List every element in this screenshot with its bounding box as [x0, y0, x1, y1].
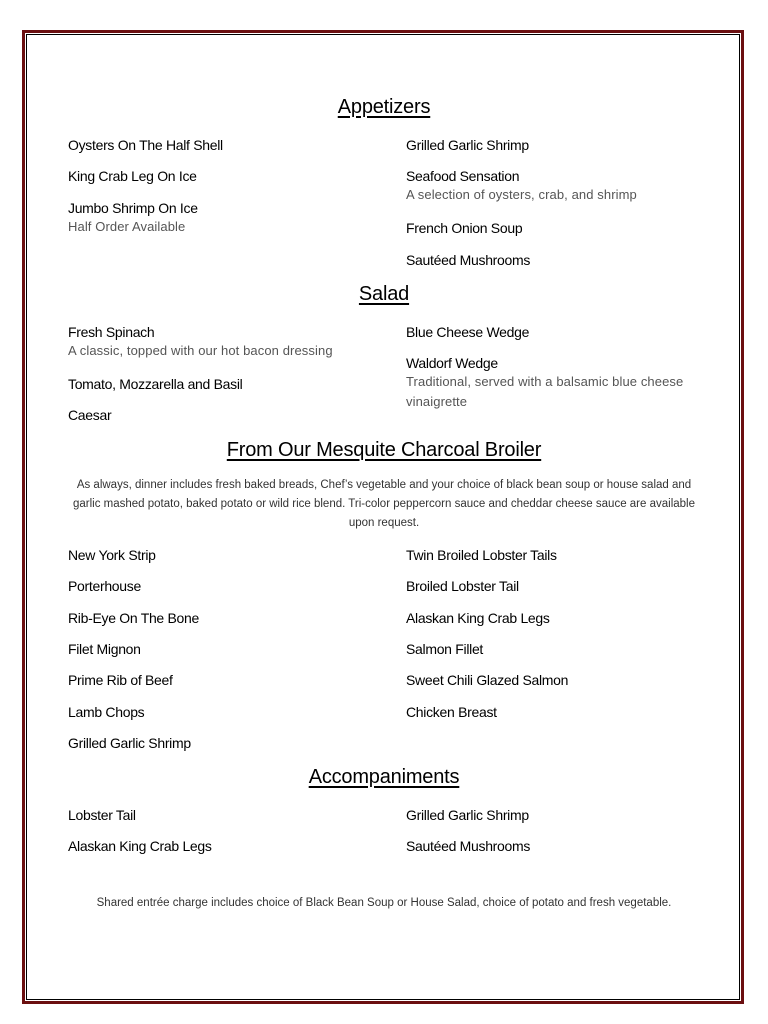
menu-item	[406, 609, 736, 627]
menu-item	[68, 577, 398, 595]
menu-item	[68, 734, 398, 752]
item-description: A classic, topped with our hot bacon dressing	[68, 343, 333, 358]
menu-item	[406, 640, 736, 658]
item-name: Grilled Garlic Shrimp	[406, 807, 529, 823]
menu-item	[406, 167, 736, 205]
appetizers-heading: Appetizers	[337, 96, 431, 118]
item-name: Chicken Breast	[406, 704, 497, 720]
item-name: Caesar	[68, 407, 112, 423]
menu-item	[406, 354, 736, 412]
item-name: Sweet Chili Glazed Salmon	[406, 672, 569, 688]
menu-item	[68, 609, 398, 627]
item-name: Sautéed Mushrooms	[406, 838, 531, 854]
menu-item	[68, 167, 398, 185]
item-name: Porterhouse	[68, 578, 141, 594]
menu-item	[406, 577, 736, 595]
menu-item	[406, 323, 736, 341]
accompaniments-heading: Accompaniments	[308, 766, 460, 788]
item-name: Fresh Spinach	[68, 324, 155, 340]
item-name: Waldorf Wedge	[406, 355, 498, 371]
item-name: Twin Broiled Lobster Tails	[406, 547, 557, 563]
menu-item	[68, 703, 398, 721]
item-name: French Onion Soup	[406, 220, 523, 236]
item-name: Filet Mignon	[68, 641, 141, 657]
menu-item	[406, 546, 736, 564]
item-description: Half Order Available	[68, 219, 186, 234]
menu-item	[406, 251, 736, 269]
item-name: Broiled Lobster Tail	[406, 578, 519, 594]
item-name: Sautéed Mushrooms	[406, 252, 531, 268]
item-name: Rib-Eye On The Bone	[68, 610, 200, 626]
item-name: Prime Rib of Beef	[68, 672, 173, 688]
item-name: New York Strip	[68, 547, 156, 563]
item-name: Salmon Fillet	[406, 641, 484, 657]
menu-item	[68, 323, 398, 361]
menu-item	[406, 806, 736, 824]
item-name: Grilled Garlic Shrimp	[68, 735, 191, 751]
menu-item	[68, 546, 398, 564]
menu-item	[68, 806, 398, 824]
menu-item	[406, 703, 736, 721]
menu-item	[68, 837, 398, 855]
menu-item	[68, 136, 398, 154]
menu-item	[68, 199, 398, 237]
salad-heading: Salad	[358, 283, 410, 305]
menu-item	[68, 671, 398, 689]
broiler-note: As always, dinner includes fresh baked breads, Chef’s vegetable and your choice of black bean soup or house salad and garlic mashed potato, baked potato or wild rice blend. Tri-color peppercorn sauce and cheddar cheese sauce are available upon request.	[72, 479, 695, 529]
menu-item	[68, 640, 398, 658]
menu-item	[406, 136, 736, 154]
shared-entree-note: Shared entrée charge includes choice of Black Bean Soup or House Salad, choice of potato and fresh vegetable.	[96, 897, 672, 909]
item-name: Jumbo Shrimp On Ice	[68, 200, 198, 216]
item-name: King Crab Leg On Ice	[68, 168, 197, 184]
item-name: Blue Cheese Wedge	[406, 324, 530, 340]
item-name: Oysters On The Half Shell	[68, 137, 223, 153]
menu-item	[406, 671, 736, 689]
item-name: Alaskan King Crab Legs	[406, 610, 550, 626]
broiler-heading: From Our Mesquite Charcoal Broiler	[226, 439, 542, 461]
item-name: Grilled Garlic Shrimp	[406, 137, 529, 153]
item-name: Alaskan King Crab Legs	[68, 838, 212, 854]
item-name: Lamb Chops	[68, 704, 145, 720]
item-name: Seafood Sensation	[406, 168, 520, 184]
item-name: Lobster Tail	[68, 807, 136, 823]
menu-item	[68, 375, 398, 393]
menu-item	[406, 837, 736, 855]
item-description: A selection of oysters, crab, and shrimp	[406, 187, 637, 202]
item-description: Traditional, served with a balsamic blue cheese vinaigrette	[406, 374, 684, 409]
item-name: Tomato, Mozzarella and Basil	[68, 376, 243, 392]
menu-item	[68, 406, 398, 424]
menu-item	[406, 219, 736, 237]
